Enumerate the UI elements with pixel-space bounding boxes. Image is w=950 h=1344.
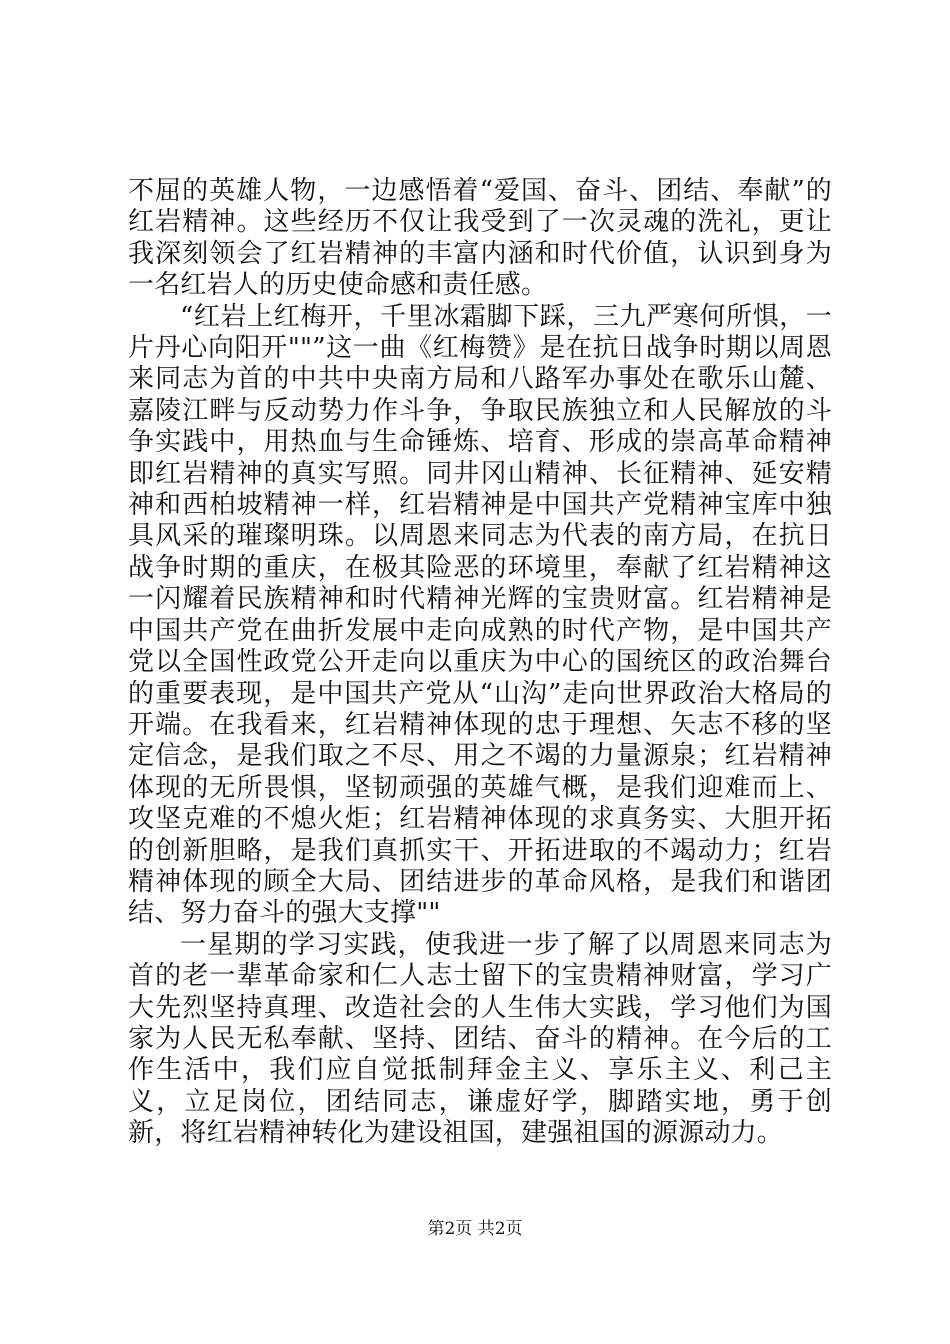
paragraph-conclusion: 一星期的学习实践，使我进一步了解了以周恩来同志为首的老一辈革命家和仁人志士留下的宝贵精神财富，学习广大先烈坚持真理、改造社会的人生伟大实践，学习他们为国家为人民无私奉献、坚持、团结、奋斗的精神。在今后的工作生活中，我们应自觉抵制拜金主义、享乐主义、利己主义，立足岗位，团结同志，谦虚好学，脚踏实地，勇于创新，将红岩精神转化为建设祖国，建强祖国的源源动力。 — [128, 929, 832, 1149]
paragraph-continuation: 不屈的英雄人物，一边感悟着“爱国、奋斗、团结、奉献”的红岩精神。这些经历不仅让我受到了一次灵魂的洗礼，更让我深刻领会了红岩精神的丰富内涵和时代价值，认识到身为一名红岩人的历史使命感和责任感。 — [128, 176, 832, 301]
body-text — [128, 176, 832, 1150]
paragraph-hongmeizan: “红岩上红梅开，千里冰霜脚下踩，三九严寒何所惧，一片丹心向阳开""”这一曲《红梅赞》是在抗日战争时期以周恩来同志为首的中共中央南方局和八路军办事处在歌乐山麓、嘉陵江畔与反动势力作斗争，争取民族独立和人民解放的斗争实践中，用热血与生命锤炼、培育、形成的崇高革命精神即红岩精神的真实写照。同井冈山精神、长征精神、延安精神和西柏坡精神一样，红岩精神是中国共产党精神宝库中独具风采的璀璨明珠。以周恩来同志为代表的南方局，在抗日战争时期的重庆，在极其险恶的环境里，奉献了红岩精神这一闪耀着民族精神和时代精神光辉的宝贵财富。红岩精神是中国共产党在曲折发展中走向成熟的时代产物，是中国共产党以全国性政党公开走向以重庆为中心的国统区的政治舞台的重要表现，是中国共产党从“山沟”走向世界政治大格局的开端。在我看来，红岩精神体现的忠于理想、矢志不移的坚定信念，是我们取之不尽、用之不竭的力量源泉；红岩精神体现的无所畏惧，坚韧顽强的英雄气概，是我们迎难而上、攻坚克难的不熄火炬；红岩精神体现的求真务实、大胆开拓的创新胆略，是我们真抓实干、开拓进取的不竭动力；红岩精神体现的顾全大局、团结进步的革命风格，是我们和谐团结、努力奋斗的强大支撑"" — [128, 301, 832, 929]
page-number-footer: 第2页 共2页 — [427, 1219, 523, 1239]
